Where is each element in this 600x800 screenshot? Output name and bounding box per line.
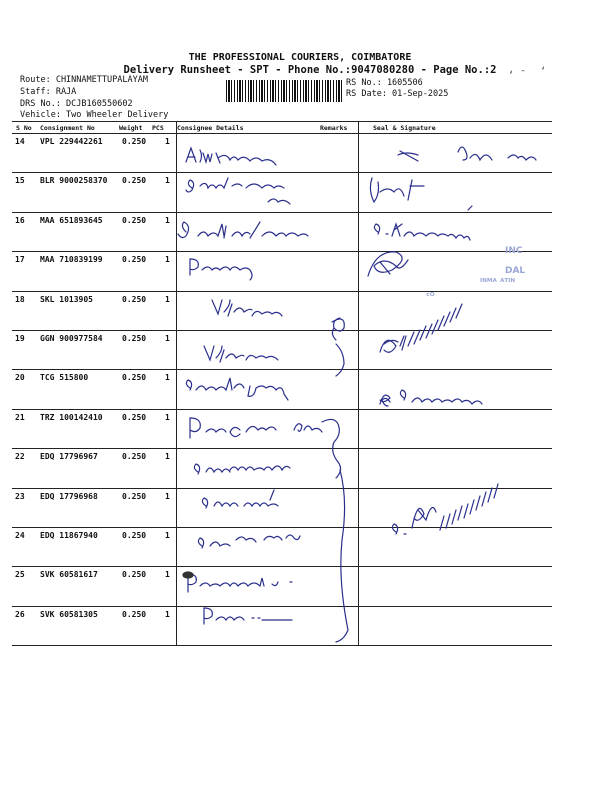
consignment-number: TCG 515800	[40, 373, 89, 382]
weight-cell: 0.250	[122, 373, 147, 382]
pcs-cell: 1	[165, 334, 170, 343]
row-rule	[12, 566, 552, 567]
row-rule	[12, 448, 552, 449]
weight-cell: 0.250	[122, 137, 147, 146]
sno-cell: 15	[15, 176, 25, 185]
sno-cell: 18	[15, 295, 25, 304]
weight-cell: 0.250	[122, 452, 147, 461]
sno-cell: 21	[15, 413, 25, 422]
sno-cell: 20	[15, 373, 25, 382]
col-consignee: Consignee Details	[177, 124, 244, 132]
sno-cell: 26	[15, 610, 25, 619]
pcs-cell: 1	[165, 610, 170, 619]
pcs-cell: 1	[165, 295, 170, 304]
weight-cell: 0.250	[122, 492, 147, 501]
row-rule	[12, 488, 552, 489]
row-rule	[12, 251, 552, 252]
col-sno: S No	[16, 124, 32, 132]
weight-cell: 0.250	[122, 176, 147, 185]
stamp-text: INC	[505, 246, 523, 256]
row-rule	[12, 330, 552, 331]
pcs-cell: 1	[165, 492, 170, 501]
rs-date: RS Date: 01-Sep-2025	[346, 89, 449, 99]
sno-cell: 24	[15, 531, 25, 540]
consignment-number: EDQ 11867940	[40, 531, 98, 540]
sno-cell: 25	[15, 570, 25, 579]
pcs-cell: 1	[165, 216, 170, 225]
stamp-text: ᶜᴼ	[426, 292, 435, 302]
pen-mark: ʻ ˉ	[508, 70, 527, 81]
col-remarks: Remarks	[320, 124, 348, 132]
stamp-text: ᴵᴺᴹᴬ ᴬᵀᴵᴺ	[480, 278, 516, 288]
weight-cell: 0.250	[122, 295, 147, 304]
route-label: Route: CHINNAMETTUPALAYAM	[20, 75, 148, 85]
runsheet-title: Delivery Runsheet - SPT - Phone No.:9047080280 - Page No.:2	[123, 64, 497, 76]
weight-cell: 0.250	[122, 610, 147, 619]
weight-cell: 0.250	[122, 334, 147, 343]
consignment-number: VPL 229442261	[40, 137, 103, 146]
pcs-cell: 1	[165, 255, 170, 264]
row-rule	[12, 527, 552, 528]
row-rule	[12, 409, 552, 410]
barcode-image	[226, 80, 342, 102]
consignment-number: TRZ 100142410	[40, 413, 103, 422]
consignment-number: EDQ 17796968	[40, 492, 98, 501]
sno-cell: 23	[15, 492, 25, 501]
consignment-number: EDQ 17796967	[40, 452, 98, 461]
row-rule	[12, 212, 552, 213]
weight-cell: 0.250	[122, 216, 147, 225]
consignment-number: MAA 651893645	[40, 216, 103, 225]
sno-cell: 19	[15, 334, 25, 343]
sno-cell: 22	[15, 452, 25, 461]
consignment-number: SVK 60581617	[40, 570, 98, 579]
table-top-rule	[12, 121, 552, 122]
staff-label: Staff: RAJA	[20, 87, 77, 97]
col-weight: Weight	[119, 124, 143, 132]
col-signature: Seal & Signature	[373, 124, 436, 132]
weight-cell: 0.250	[122, 570, 147, 579]
rs-number: RS No.: 1605506	[346, 78, 423, 88]
consignment-number: SVK 60581305	[40, 610, 98, 619]
pcs-cell: 1	[165, 452, 170, 461]
sno-cell: 14	[15, 137, 25, 146]
pen-mark: ʻ	[540, 66, 547, 77]
consignment-number: GGN 900977584	[40, 334, 103, 343]
sno-cell: 17	[15, 255, 25, 264]
consignment-number: MAA 710839199	[40, 255, 103, 264]
company-title: THE PROFESSIONAL COURIERS, COIMBATORE	[188, 52, 412, 63]
row-rule	[12, 291, 552, 292]
row-rule	[12, 645, 552, 646]
pcs-cell: 1	[165, 570, 170, 579]
row-rule	[12, 606, 552, 607]
col-pcs: PCS	[152, 124, 164, 132]
drs-number: DRS No.: DCJB160550602	[20, 99, 133, 109]
pcs-cell: 1	[165, 531, 170, 540]
weight-cell: 0.250	[122, 255, 147, 264]
sno-cell: 16	[15, 216, 25, 225]
weight-cell: 0.250	[122, 531, 147, 540]
weight-cell: 0.250	[122, 413, 147, 422]
pcs-cell: 1	[165, 137, 170, 146]
vehicle-label: Vehicle: Two Wheeler Delivery	[20, 110, 169, 120]
consignment-number: BLR 9000258370	[40, 176, 108, 185]
pcs-cell: 1	[165, 413, 170, 422]
pcs-cell: 1	[165, 176, 170, 185]
row-rule	[12, 369, 552, 370]
row-rule	[12, 172, 552, 173]
col-consignment: Consignment No	[40, 124, 95, 132]
consignment-number: SKL 1013905	[40, 295, 93, 304]
stamp-text: DAL	[505, 266, 526, 276]
pcs-cell: 1	[165, 373, 170, 382]
table-header-rule	[12, 133, 552, 134]
